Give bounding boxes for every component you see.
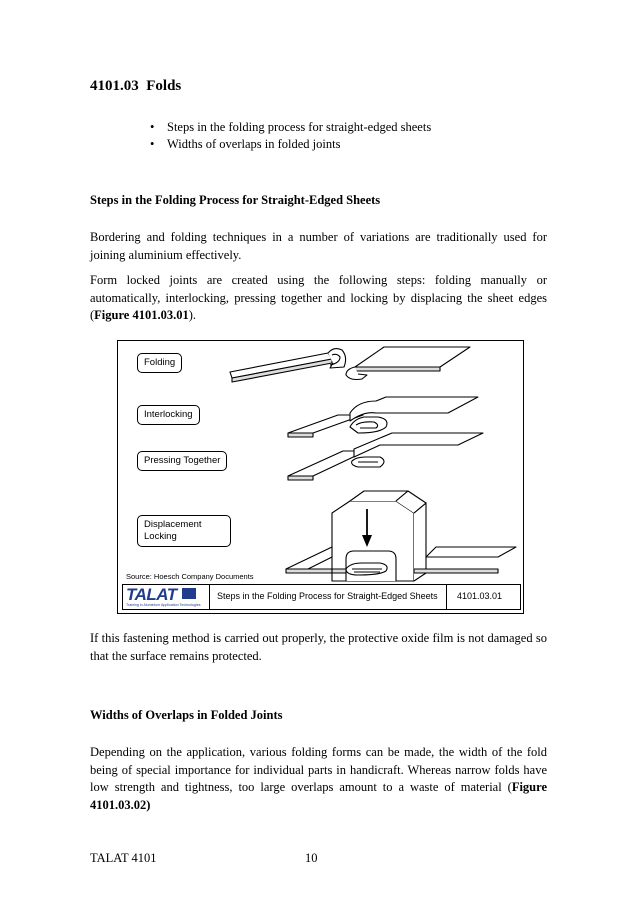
list-item: • Widths of overlaps in folded joints <box>150 136 431 153</box>
figure-number-box <box>446 585 521 609</box>
figure-caption-bar <box>122 584 521 610</box>
sheet-folded-right <box>346 347 470 380</box>
paragraph-overlap <box>90 744 547 814</box>
sheets-interlocking <box>288 397 478 437</box>
figure-source: Source: Hoesch Company Documents <box>126 572 254 581</box>
subheading-overlap-widths: Widths of Overlaps in Folded Joints <box>90 708 283 722</box>
footer-page-number: 10 <box>305 851 318 865</box>
topic-list <box>150 119 431 153</box>
subheading-folding-steps: Steps in the Folding Process for Straight-Edged Sheets <box>90 193 381 207</box>
label-line: Locking <box>144 531 177 542</box>
figure-folding-steps <box>117 340 524 614</box>
figure-reference: Figure 4101.03.02 <box>90 780 547 812</box>
list-item: • Steps in the folding process for straight-edged sheets <box>150 119 431 136</box>
label-pressing-together: Pressing Together <box>137 451 227 471</box>
logo-text: TALAT <box>126 585 177 604</box>
paragraph-end: ) <box>146 797 151 812</box>
label-folding: Folding <box>137 353 182 373</box>
paragraph-oxide-film: If this fastening method is carried out properly, the protective oxide film is not damaged so that the surface remains protected. <box>90 631 547 663</box>
sheet-folded-left <box>230 349 346 382</box>
paragraph-form-locked <box>90 272 547 325</box>
sheets-pressed <box>288 433 483 480</box>
logo-mark-icon <box>182 588 196 599</box>
figure-caption: Steps in the Folding Process for Straight-Edged Sheets <box>217 591 438 601</box>
label-line: Displacement <box>144 519 202 530</box>
paragraph-text: Depending on the application, various folding forms can be made, the width of the fold being of special importance for individual parts in handicraft. Whereas narrow folds have low strength and tightness, too large overlaps amount to a waste of material ( <box>90 745 547 794</box>
footer-doc-id: TALAT 4101 <box>90 851 157 865</box>
label-interlocking: Interlocking <box>137 405 200 425</box>
logo-tagline: Training in Aluminium Application Technologies <box>126 603 201 607</box>
paragraph-end: ). <box>188 308 197 322</box>
talat-logo <box>123 585 210 609</box>
section-title-text: Folds <box>146 78 182 94</box>
paragraph-bordering: Bordering and folding techniques in a number of variations are traditionally used for joining aluminium effectively. <box>90 230 547 262</box>
section-number: 4101.03 <box>90 78 139 94</box>
figure-number: 4101.03.01 <box>457 591 503 601</box>
paragraph-text: Form locked joints are created using the following steps: folding manually or automatically, interlocking, pressing together and locking by displacing the sheet edges ( <box>90 273 547 322</box>
figure-reference: Figure 4101.03.01 <box>94 308 189 322</box>
section-title <box>90 78 181 95</box>
